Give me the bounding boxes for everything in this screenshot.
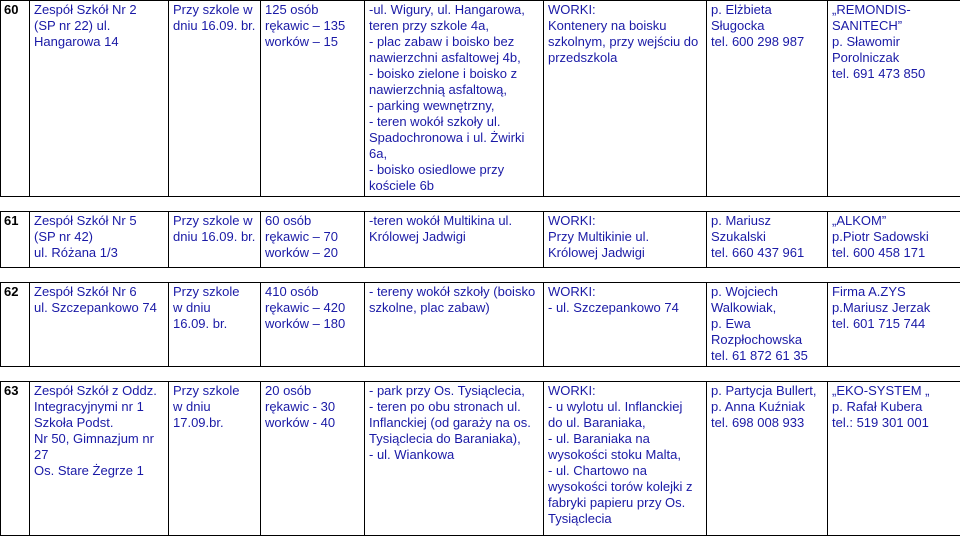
row-number: 60 — [1, 1, 30, 197]
cell-line: szkolne, plac zabaw) — [369, 300, 539, 316]
cell-line: dniu 16.09. br. — [173, 229, 256, 245]
cell-line: Integracyjnymi nr 1 — [34, 399, 164, 415]
cell-line: WORKI: — [548, 383, 702, 399]
bags-location-cell — [544, 283, 707, 367]
bags-location-cell — [544, 1, 707, 197]
row-number: 62 — [1, 283, 30, 367]
cell-line: tel. 600 458 171 — [832, 245, 956, 261]
cell-line: wysokości torów kolejki z — [548, 479, 702, 495]
spacer-cell — [1, 367, 960, 382]
cell-line: Zespół Szkół Nr 6 — [34, 284, 164, 300]
contact-cell — [707, 1, 828, 197]
date-cell — [169, 283, 261, 367]
cell-line: Walkowiak, — [711, 300, 823, 316]
cell-line: p. Rafał Kubera — [832, 399, 956, 415]
cell-line: tel. 600 298 987 — [711, 34, 823, 50]
cell-line: rękawic – 420 — [265, 300, 360, 316]
cell-line: worków – 180 — [265, 316, 360, 332]
cell-line: Spadochronowa i ul. Żwirki — [369, 130, 539, 146]
spacer-cell — [1, 268, 960, 283]
cell-line: „EKO-SYSTEM „ — [832, 383, 956, 399]
cell-line: (SP nr 22) ul. — [34, 18, 164, 34]
cell-line: WORKI: — [548, 213, 702, 229]
cell-line: do ul. Baraniaka, — [548, 415, 702, 431]
company-cell — [828, 382, 960, 536]
cell-line: szkolnym, przy wejściu do — [548, 34, 702, 50]
cell-line: 410 osób — [265, 284, 360, 300]
cell-line: p. Wojciech — [711, 284, 823, 300]
cell-line: nawierzchnią asfaltową, — [369, 82, 539, 98]
cell-line: - tereny wokół szkoły (boisko — [369, 284, 539, 300]
school-cell — [30, 283, 169, 367]
cell-line: 125 osób — [265, 2, 360, 18]
cell-line: p.Piotr Sadowski — [832, 229, 956, 245]
cell-line: Zespół Szkół Nr 2 — [34, 2, 164, 18]
cell-line: WORKI: — [548, 284, 702, 300]
cell-line: nawierzchni asfaltowej 4b, — [369, 50, 539, 66]
row-spacer — [1, 197, 960, 212]
cell-line: w dniu — [173, 300, 256, 316]
table-row — [1, 1, 960, 197]
cell-line: Królowej Jadwigi — [369, 229, 539, 245]
cell-line: SANITECH” — [832, 18, 956, 34]
row-spacer — [1, 367, 960, 382]
cell-line: „REMONDIS- — [832, 2, 956, 18]
cell-line: Szukalski — [711, 229, 823, 245]
cell-line: - u wylotu ul. Inflanckiej — [548, 399, 702, 415]
cell-line: Inflanckiej (od garaży na os. — [369, 415, 539, 431]
cell-line: p. Partycja Bullert, — [711, 383, 823, 399]
cell-line: rękawic - 30 — [265, 399, 360, 415]
cell-line: Przy Multikinie ul. — [548, 229, 702, 245]
school-cell — [30, 212, 169, 268]
cell-line: kościele 6b — [369, 178, 539, 194]
cell-line: Tysiąclecia do Baraniaka), — [369, 431, 539, 447]
date-cell — [169, 212, 261, 268]
cell-line: - plac zabaw i boisko bez — [369, 34, 539, 50]
cleanup-area-cell — [365, 1, 544, 197]
participants-cell — [261, 1, 365, 197]
cell-line: WORKI: — [548, 2, 702, 18]
cell-line: - boisko osiedlowe przy — [369, 162, 539, 178]
school-cell — [30, 382, 169, 536]
cell-line: teren przy szkole 4a, — [369, 18, 539, 34]
cell-line: Szkoła Podst. — [34, 415, 164, 431]
participants-cell — [261, 382, 365, 536]
cell-line: (SP nr 42) — [34, 229, 164, 245]
company-cell — [828, 283, 960, 367]
cell-line: - parking wewnętrzny, — [369, 98, 539, 114]
cell-line: - ul. Chartowo na — [548, 463, 702, 479]
cell-line: Os. Stare Żegrze 1 — [34, 463, 164, 479]
cell-line: Królowej Jadwigi — [548, 245, 702, 261]
contact-cell — [707, 382, 828, 536]
cell-line: dniu 16.09. br. — [173, 18, 256, 34]
cell-line: p. Elżbieta — [711, 2, 823, 18]
cell-line: ul. Szczepankowo 74 — [34, 300, 164, 316]
cell-line: „ALKOM” — [832, 213, 956, 229]
cell-line: worków – 15 — [265, 34, 360, 50]
cell-line: rękawic – 70 — [265, 229, 360, 245]
cell-line: Przy szkole w — [173, 2, 256, 18]
date-cell — [169, 1, 261, 197]
cell-line: worków - 40 — [265, 415, 360, 431]
cell-line: Zespół Szkół Nr 5 — [34, 213, 164, 229]
cell-line: - teren wokół szkoły ul. — [369, 114, 539, 130]
cell-line: p.Mariusz Jerzak — [832, 300, 956, 316]
contact-cell — [707, 212, 828, 268]
cell-line: Przy szkole — [173, 383, 256, 399]
cell-line: - park przy Os. Tysiąclecia, — [369, 383, 539, 399]
cell-line: Przy szkole w — [173, 213, 256, 229]
cell-line: tel.: 519 301 001 — [832, 415, 956, 431]
row-number: 61 — [1, 212, 30, 268]
cell-line: Sługocka — [711, 18, 823, 34]
cell-line: worków – 20 — [265, 245, 360, 261]
table-row — [1, 382, 960, 536]
cell-line: tel. 660 437 961 — [711, 245, 823, 261]
cell-line: Firma A.ZYS — [832, 284, 956, 300]
table-body — [1, 1, 960, 536]
cell-line: Tysiąclecia — [548, 511, 702, 527]
cell-line: tel. 698 008 933 — [711, 415, 823, 431]
row-number: 63 — [1, 382, 30, 536]
cell-line: 60 osób — [265, 213, 360, 229]
cell-line: rękawic – 135 — [265, 18, 360, 34]
table-row — [1, 283, 960, 367]
contact-cell — [707, 283, 828, 367]
cell-line: p. Sławomir — [832, 34, 956, 50]
cell-line: 27 — [34, 447, 164, 463]
spacer-cell — [1, 197, 960, 212]
cell-line: Przy szkole — [173, 284, 256, 300]
date-cell — [169, 382, 261, 536]
cell-line: 20 osób — [265, 383, 360, 399]
cleanup-area-cell — [365, 283, 544, 367]
cleanup-area-cell — [365, 382, 544, 536]
cell-line: Porolniczak — [832, 50, 956, 66]
table-row — [1, 212, 960, 268]
cell-line: tel. 601 715 744 — [832, 316, 956, 332]
company-cell — [828, 1, 960, 197]
cell-line: tel. 61 872 61 35 — [711, 348, 823, 364]
cell-line: - ul. Wiankowa — [369, 447, 539, 463]
school-cell — [30, 1, 169, 197]
bags-location-cell — [544, 212, 707, 268]
cell-line: ul. Różana 1/3 — [34, 245, 164, 261]
cell-line: 16.09. br. — [173, 316, 256, 332]
cell-line: - teren po obu stronach ul. — [369, 399, 539, 415]
cell-line: 17.09.br. — [173, 415, 256, 431]
cell-line: -teren wokół Multikina ul. — [369, 213, 539, 229]
cell-line: - ul. Szczepankowo 74 — [548, 300, 702, 316]
cell-line: 6a, — [369, 146, 539, 162]
row-spacer — [1, 268, 960, 283]
cell-line: fabryki papieru przy Os. — [548, 495, 702, 511]
cell-line: przedszkola — [548, 50, 702, 66]
cell-line: Zespół Szkół z Oddz. — [34, 383, 164, 399]
cell-line: - boisko zielone i boisko z — [369, 66, 539, 82]
cell-line: - ul. Baraniaka na — [548, 431, 702, 447]
cell-line: Kontenery na boisku — [548, 18, 702, 34]
cell-line: Nr 50, Gimnazjum nr — [34, 431, 164, 447]
cell-line: Hangarowa 14 — [34, 34, 164, 50]
cell-line: -ul. Wigury, ul. Hangarowa, — [369, 2, 539, 18]
cell-line: tel. 691 473 850 — [832, 66, 956, 82]
bags-location-cell — [544, 382, 707, 536]
cell-line: Rozpłochowska — [711, 332, 823, 348]
cell-line: p. Mariusz — [711, 213, 823, 229]
cell-line: p. Anna Kuźniak — [711, 399, 823, 415]
participants-cell — [261, 283, 365, 367]
cell-line: wysokości stoku Malta, — [548, 447, 702, 463]
cleanup-area-cell — [365, 212, 544, 268]
cell-line: p. Ewa — [711, 316, 823, 332]
cell-line: w dniu — [173, 399, 256, 415]
participants-cell — [261, 212, 365, 268]
company-cell — [828, 212, 960, 268]
